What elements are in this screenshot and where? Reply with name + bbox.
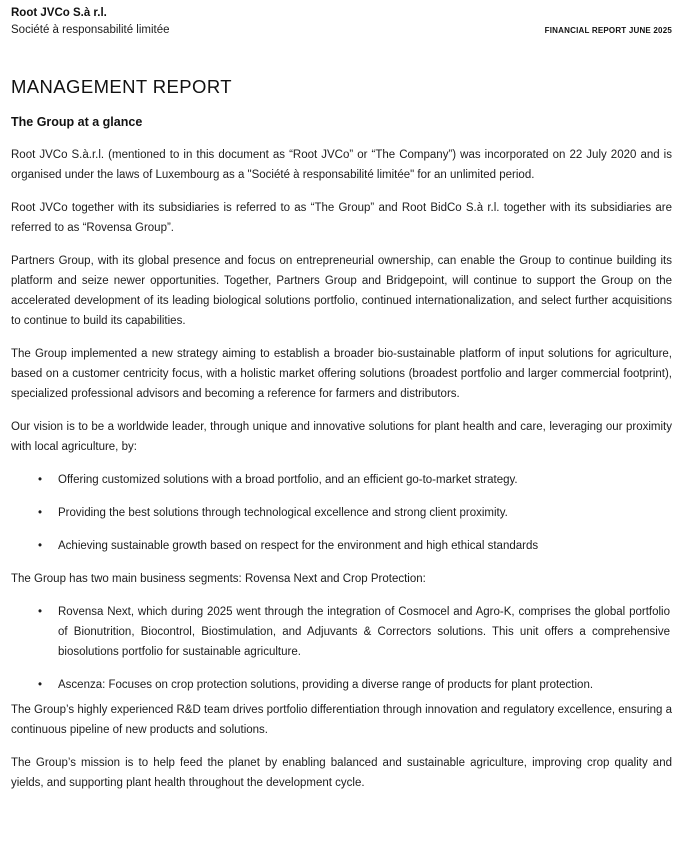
document-header bbox=[11, 5, 672, 39]
report-label: FINANCIAL REPORT bbox=[544, 26, 627, 35]
bullet-icon: • bbox=[38, 474, 43, 486]
bullet-icon: • bbox=[38, 606, 43, 618]
bullet-text: Ascenza: Focuses on crop protection solutions, providing a diverse range of products for plant protection. bbox=[58, 679, 594, 691]
paragraph-partners-group: Partners Group, with its global presence and focus on entrepreneurial ownership, can enable the Group to continue building its platform and seize newer opportunities. Together, Partners Group and Bridgepoint, will continue to support the Group on the accelerated development of its leading biological solutions portfolio, continued internationalization, and select further acquisitions to continue to build its capabilities. bbox=[11, 255, 672, 327]
page-title: MANAGEMENT REPORT bbox=[11, 76, 232, 97]
paragraph-mission: The Group’s mission is to help feed the planet by enabling balanced and sustainable agriculture, improving crop quality and yields, and supporting plant health throughout the development cycle. bbox=[11, 757, 672, 789]
bullet-text: Achieving sustainable growth based on respect for the environment and high ethical standards bbox=[58, 540, 539, 552]
list-item bbox=[11, 470, 672, 490]
paragraph-group-definition: Root JVCo together with its subsidiaries is referred to as “The Group” and Root BidCo S.à r.l. together with its subsidiaries are referred to as “Rovensa Group”. bbox=[11, 202, 672, 234]
bullet-icon: • bbox=[38, 540, 43, 552]
segment-bullet-list bbox=[11, 602, 672, 695]
bullet-icon: • bbox=[38, 507, 43, 519]
list-item bbox=[11, 536, 672, 556]
vision-bullet-list bbox=[11, 470, 672, 556]
report-date: JUNE 2025 bbox=[626, 26, 672, 35]
bullet-icon: • bbox=[38, 679, 43, 691]
bullet-text: Rovensa Next, which during 2025 went through the integration of Cosmocel and Agro-K, comprises the global portfolio of Bionutrition, Biocontrol, Biostimulation, and Adjuvants & Correctors solutions. This unit offers a comprehensive biosolutions portfolio for sustainable agriculture. bbox=[58, 606, 670, 658]
list-item bbox=[11, 675, 672, 695]
paragraph-incorporation: Root JVCo S.à.r.l. (mentioned to in this document as “Root JVCo” or “The Company”) was incorporated on 22 July 2020 and is organised under the laws of Luxembourg as a "Société à responsabilité limitée" for an unlimited period. bbox=[11, 149, 672, 181]
bullet-text: Providing the best solutions through technological excellence and strong client proximity. bbox=[58, 507, 508, 519]
paragraph-vision-intro: Our vision is to be a worldwide leader, through unique and innovative solutions for plant health and care, leveraging our proximity with local agriculture, by: bbox=[11, 421, 672, 453]
paragraph-segments-intro: The Group has two main business segments: Rovensa Next and Crop Protection: bbox=[11, 573, 426, 585]
company-legal-form: Société à responsabilité limitée bbox=[11, 24, 170, 36]
company-name: Root JVCo S.à r.l. bbox=[11, 7, 107, 19]
bullet-text: Offering customized solutions with a broad portfolio, and an efficient go-to-market strategy. bbox=[58, 474, 518, 486]
list-item bbox=[11, 503, 672, 523]
report-title-label bbox=[545, 25, 672, 39]
paragraph-rnd: The Group’s highly experienced R&D team drives portfolio differentiation through innovation and regulatory excellence, ensuring a continuous pipeline of new products and solutions. bbox=[11, 704, 672, 736]
paragraph-strategy: The Group implemented a new strategy aiming to establish a broader bio-sustainable platform of input solutions for agriculture, based on a customer centricity focus, with a holistic market offering solutions (broadest portfolio and larger commercial footprint), specialized professional advisors and becoming a reference for farmers and distributors. bbox=[11, 348, 672, 400]
list-item bbox=[11, 602, 672, 662]
section-heading: The Group at a glance bbox=[11, 115, 143, 129]
header-company-block bbox=[11, 5, 170, 39]
